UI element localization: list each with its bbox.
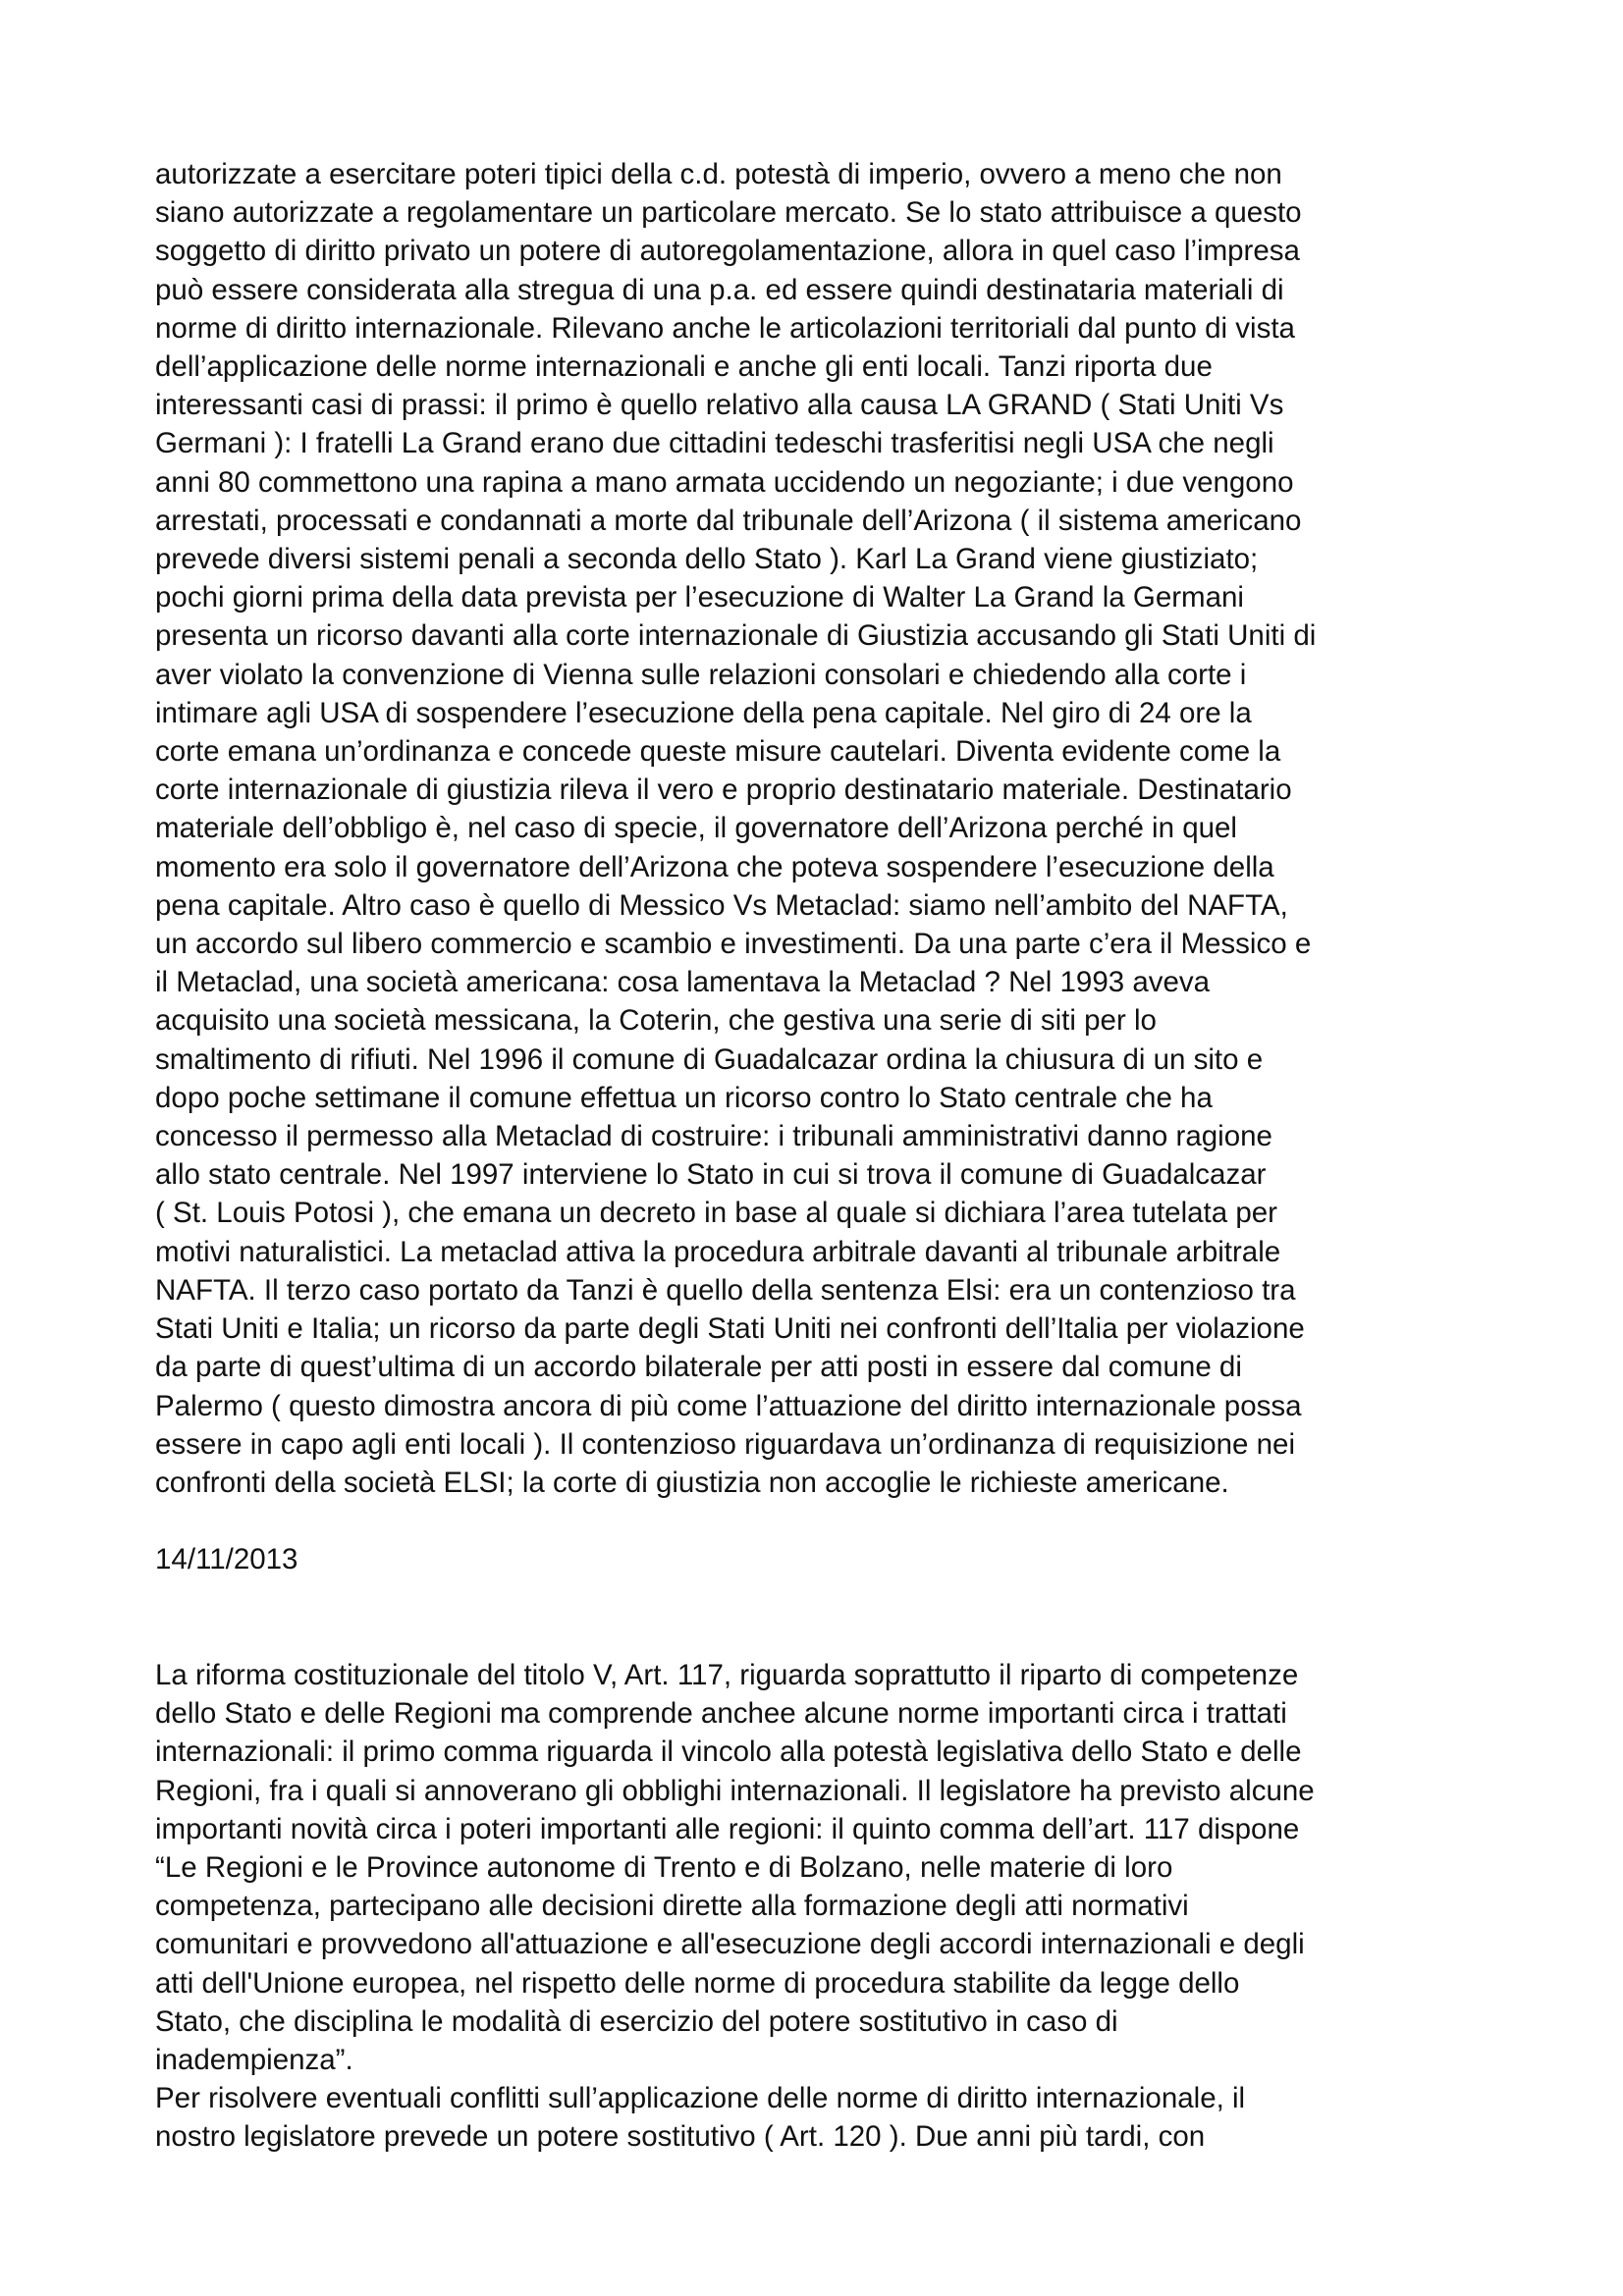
body-paragraph-1: autorizzate a esercitare poteri tipici della c.d. potestà di imperio, ovvero a meno che non siano autorizzate a regolamentare un particolare mercato. Se lo stato attribuisce a questo soggetto di diritto privato un potere di autoregolamentazione, allora in quel caso l’impresa può essere considerata alla stregua di una p.a. ed essere quindi destinataria materiali di norme di diritto internazionale. Rilevano anche le articolazioni territoriali dal punto di vista dell’applicazione delle norme internazionali e anche gli enti locali. Tanzi riporta due interessanti casi di prassi: il primo è quello relativo alla causa LA GRAND ( Stati Uniti Vs Germani ): I fratelli La Grand erano due cittadini tedeschi trasferitisi negli USA che negli anni 80 commettono una rapina a mano armata uccidendo un negoziante; i due vengono arrestati, processati e condannati a morte dal tribunale dell’Arizona ( il sistema americano prevede diversi sistemi penali a seconda dello Stato ). Karl La Grand viene giustiziato; pochi giorni prima della data prevista per l’esecuzione di Walter La Grand la Germani presenta un ricorso davanti alla corte internazionale di Giustizia accusando gli Stati Uniti di aver violato la convenzione di Vienna sulle relazioni consolari e chiedendo alla corte i intimare agli USA di sospendere l’esecuzione della pena capitale. Nel giro di 24 ore la corte emana un’ordinanza e concede queste misure cautelari. Diventa evidente come la corte internazionale di giustizia rileva il vero e proprio destinatario materiale. Destinatario materiale dell’obbligo è, nel caso di specie, il governatore dell’Arizona perché in quel momento era solo il governatore dell’Arizona che poteva sospendere l’esecuzione della pena capitale. Altro caso è quello di Messico Vs Metaclad: siamo nell’ambito del NAFTA, un accordo sul libero commercio e scambio e investimenti. Da una parte c’era il Messico e il Metaclad, una società americana: cosa lamentava la Metaclad ? Nel 1993 aveva acquisito una società messicana, la Coterin, che gestiva una serie di siti per lo smaltimento di rifiuti. Nel 1996 il comune di Guadalcazar ordina la chiusura di un sito e dopo poche settimane il comune effettua un ricorso contro lo Stato centrale che ha concesso il permesso alla Metaclad di costruire: i tribunali amministrativi danno ragione allo stato centrale. Nel 1997 interviene lo Stato in cui si trova il comune di Guadalcazar ( St. Louis Potosi ), che emana un decreto in base al quale si dichiara l’area tutelata per motivi naturalistici. La metaclad attiva la procedura arbitrale davanti al tribunale arbitrale NAFTA. Il terzo caso portato da Tanzi è quello della sentenza Elsi: era un contenzioso tra Stati Uniti e Italia; un ricorso da parte degli Stati Uniti nei confronti dell’Italia per violazione da parte di quest’ultima di un accordo bilaterale per atti posti in essere dal comune di Palermo ( questo dimostra ancora di più come l’attuazione del diritto internazionale possa essere in capo agli enti locali ). Il contenzioso riguardava un’ordinanza di requisizione nei confronti della società ELSI; la corte di giustizia non accoglie le richieste americane.	[155, 158, 1317, 1499]
date-heading: 14/11/2013	[155, 1543, 298, 1575]
body-paragraph-2: La riforma costituzionale del titolo V, Art. 117, riguarda soprattutto il riparto di competenze dello Stato e delle Regioni ma comprende anchee alcune norme importanti circa i trattati internazionali: il primo comma riguarda il vincolo alla potestà legislativa dello Stato e delle Regioni, fra i quali si annoverano gli obblighi internazionali. Il legislatore ha previsto alcune importanti novità circa i poteri importanti alle regioni: il quinto comma dell’art. 117 dispone “Le Regioni e le Province autonome di Trento e di Bolzano, nelle materie di loro competenza, partecipano alle decisioni dirette alla formazione degli atti normativi comunitari e provvedono all'attuazione e all'esecuzione degli accordi internazionali e degli atti dell'Unione europea, nel rispetto delle norme di procedura stabilite da legge dello Stato, che disciplina le modalità di esercizio del potere sostitutivo in caso di inadempienza”. Per risolvere eventuali conflitti sull’applicazione delle norme di diritto internazionale, il nostro legislatore prevede un potere sostitutivo ( Art. 120 ). Due anni più tardi, con	[155, 1659, 1315, 2154]
document-page	[155, 155, 1481, 2154]
